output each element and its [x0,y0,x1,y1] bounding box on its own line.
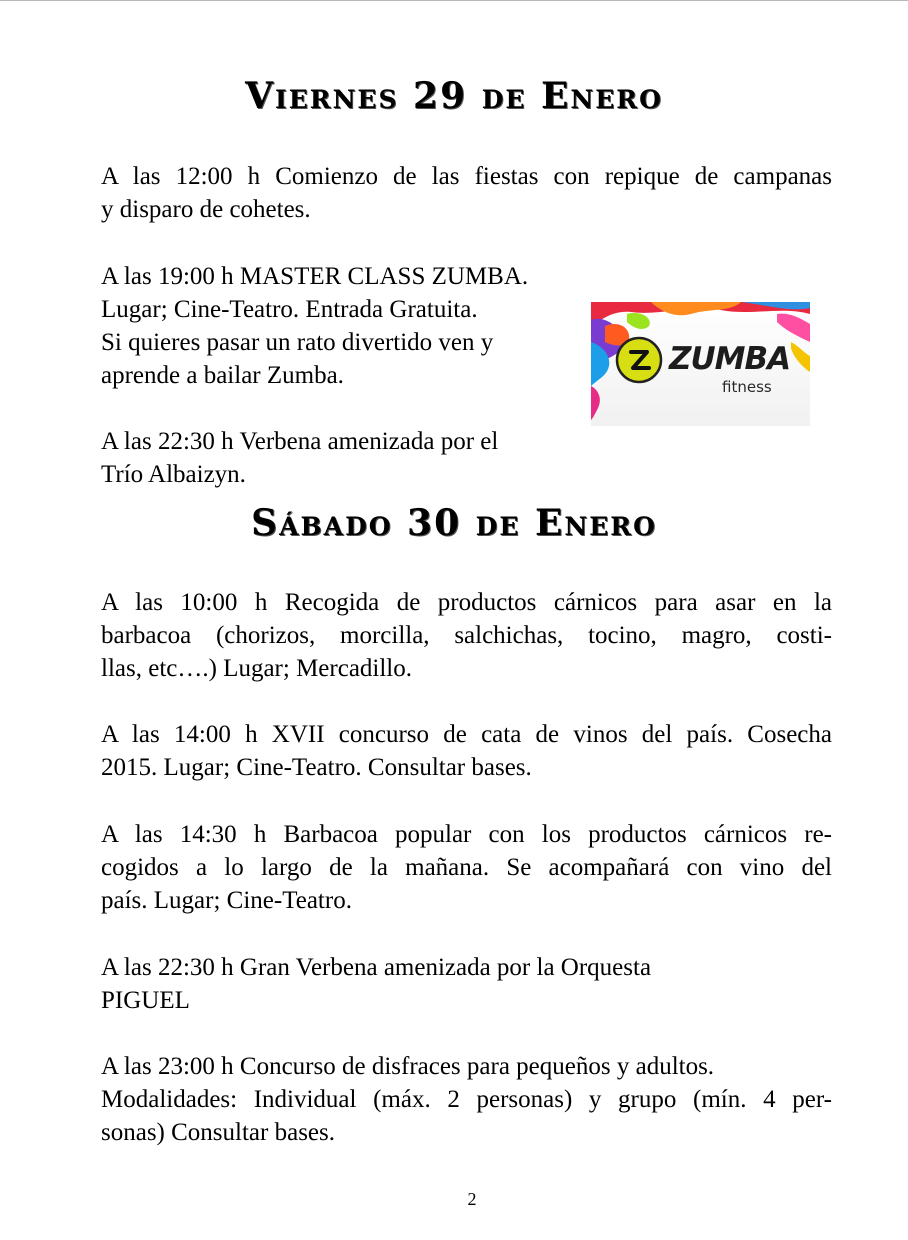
text-line: A las 12:00 h Comienzo de las fiestas con repique de campanas [101,163,832,190]
text-line: 2015. Lugar; Cine-Teatro. Consultar bases. [101,754,532,781]
text-line: Modalidades: Individual (máx. 2 personas) y grupo (mín. 4 per- [101,1086,832,1113]
text-line: llas, etc….) Lugar; Mercadillo. [101,655,412,682]
zumba-sub-text: fitness [722,378,772,396]
friday-paragraph-opening [101,160,832,226]
text-line: A las 22:30 h Verbena amenizada por el [101,428,499,455]
text-line: Lugar; Cine-Teatro. Entrada Gratuita. [101,296,478,323]
text-line: A las 23:00 h Concurso de disfraces para pequeños y adultos. [101,1053,715,1080]
text-line: A las 14:00 h XVII concurso de cata de vinos del país. Cosecha [101,721,832,748]
text-line: barbacoa (chorizos, morcilla, salchichas, tocino, magro, costi- [101,622,832,649]
zumba-logo-graphic [591,302,810,426]
text-line: Si quieres pasar un rato divertido ven y [101,329,494,356]
text-line: cogidos a lo largo de la mañana. Se acompañará con vino del [101,854,832,881]
page-number: 2 [467,1189,477,1209]
text-line: aprende a bailar Zumba. [101,362,344,389]
text-line: y disparo de cohetes. [101,196,311,223]
top-rule [0,0,908,1]
text-line: sonas) Consultar bases. [101,1119,335,1146]
friday-heading: Viernes 29 de Enero [245,75,663,117]
saturday-paragraph-recogida [101,586,832,685]
friday-paragraph-verbena [101,425,498,491]
text-line: país. Lugar; Cine-Teatro. [101,887,352,914]
text-line: PIGUEL [101,987,190,1014]
text-line: Trío Albaizyn. [101,461,246,488]
saturday-paragraph-disfraces [101,1050,832,1149]
text-line: A las 22:30 h Gran Verbena amenizada por la Orquesta [101,954,652,981]
text-line: A las 14:30 h Barbacoa popular con los productos cárnicos re- [101,821,832,848]
friday-paragraph-zumba [101,260,528,392]
saturday-heading: Sábado 30 de Enero [251,502,657,544]
text-line: A las 10:00 h Recogida de productos cárnicos para asar en la [101,589,832,616]
zumba-brand-text: ZUMBA [669,341,791,377]
zumba-fitness-logo-image [591,302,810,426]
text-line: A las 19:00 h MASTER CLASS ZUMBA. [101,263,529,290]
saturday-paragraph-cata [101,718,832,784]
saturday-paragraph-gran-verbena [101,951,651,1017]
saturday-paragraph-barbacoa [101,818,832,917]
